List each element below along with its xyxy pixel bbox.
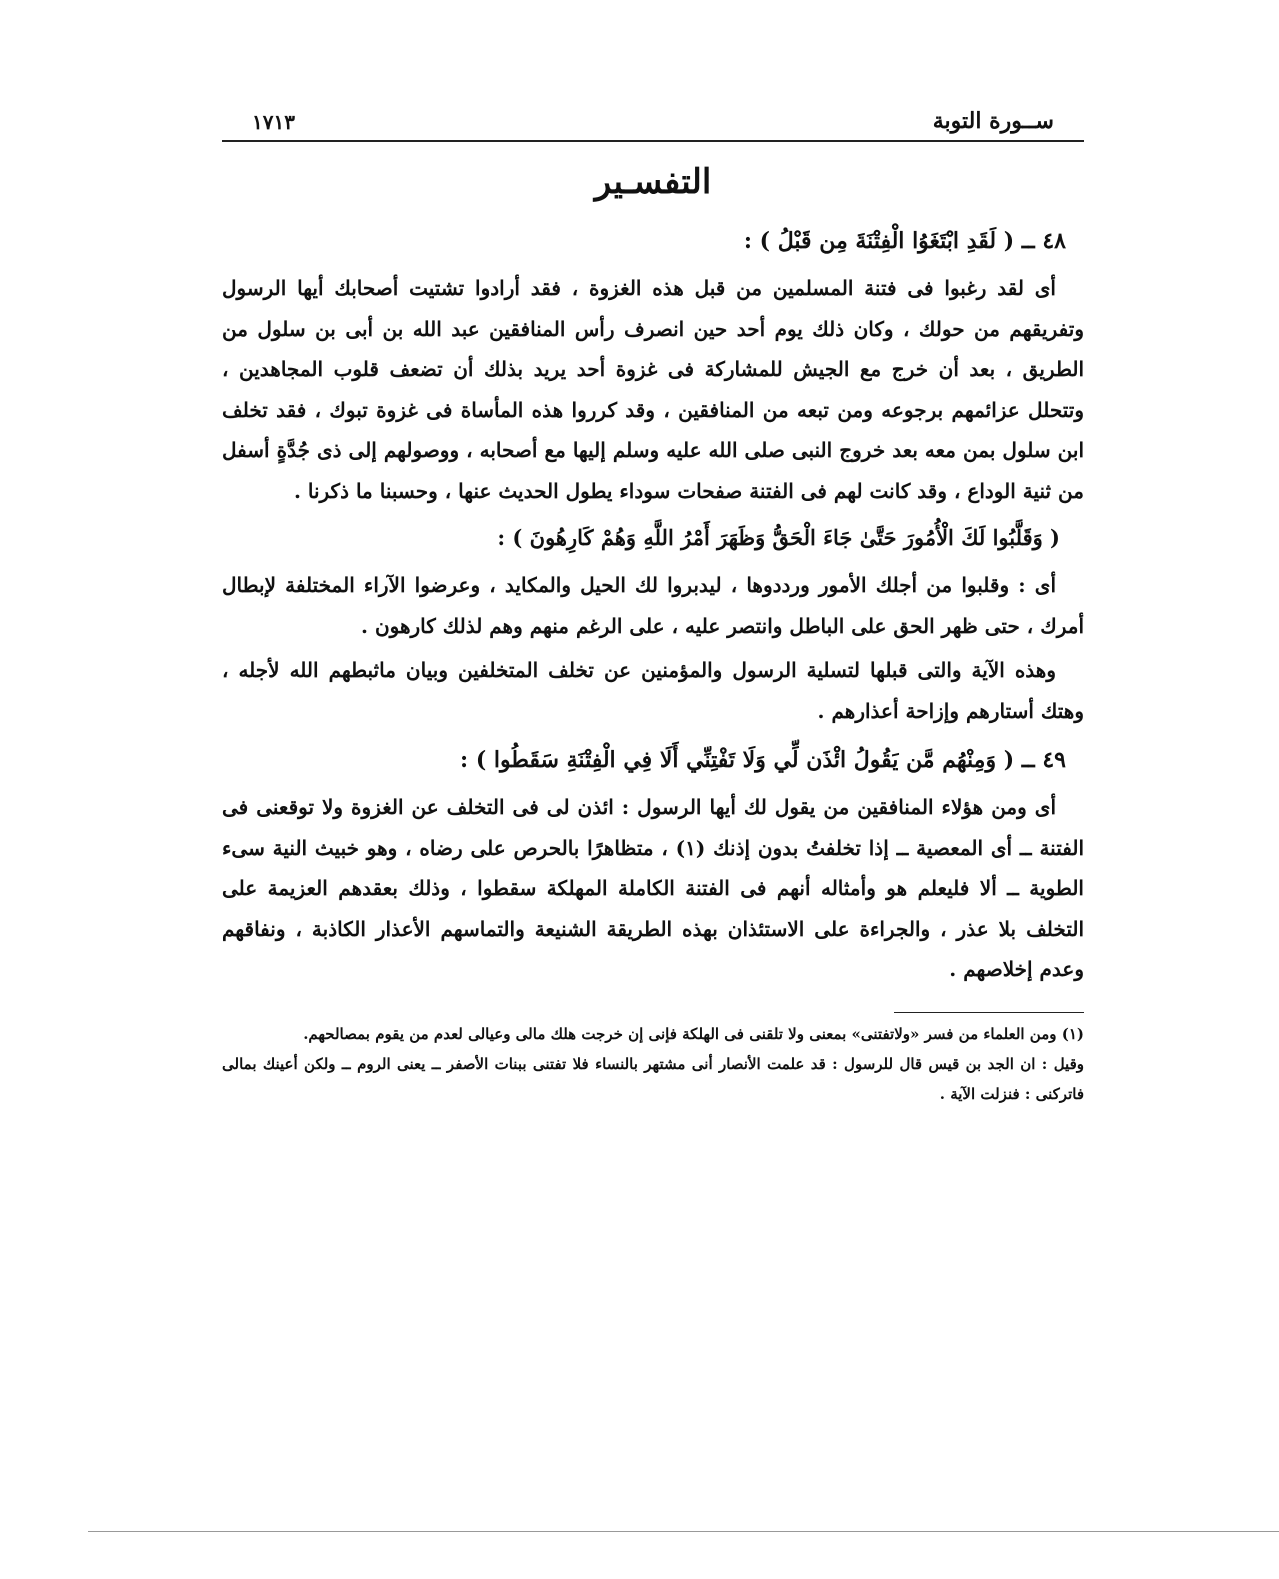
section-title: التفسـير	[594, 162, 712, 202]
verse-heading: ٤٩ ــ ( وَمِنْهُم مَّن يَقُولُ ائْذَن لِّي وَلَا تَفْتِنِّي أَلَا فِي الْفِتْنَةِ سَقَطُوا ) :	[460, 747, 1066, 773]
footnote: وقيل : ان الجد بن قيس قال للرسول : قد علمت الأنصار أنى مشتهر بالنساء فلا تفتنى ببنات الأصفر ــ يعنى الروم ــ ولكن أعينك بمالى فاتركنى : فنزلت الآية .	[222, 1054, 1084, 1103]
paragraph: أى : وقلبوا من أجلك الأمور ورددوها ، ليدبروا لك الحيل والمكايد ، وعرضوا الآراء المختلفة لإبطال أمرك ، حتى ظهر الحق على الباطل وانتصر عليه ، على الرغم منهم وهم لذلك كارهون .	[222, 573, 1084, 638]
surah-name: ســورة التوبة	[932, 108, 1054, 134]
paragraph: أى ومن هؤلاء المنافقين من يقول لك أيها الرسول : ائذن لى فى التخلف عن الغزوة ولا توقعنى فى الفتنة ــ أى المعصية ــ إذا تخلفتُ بدون إذنك (١) ، متظاهرًا بالحرص على رضاه ، وهو خبيث النية سىء الطوية ــ ألا فليعلم هو وأمثاله أنهم فى الفتنة الكاملة المهلكة سقطوا ، وذلك بعقدهم العزيمة على التخلف بلا عذر ، والجراءة على الاستئذان بهذه الطريقة الشنيعة والتماسهم الأعذار الكاذبة ، ونفاقهم وعدم إخلاصهم .	[222, 795, 1085, 981]
paragraph: أى لقد رغبوا فى فتنة المسلمين من قبل هذه الغزوة ، فقد أرادوا تشتيت أصحابك أيها الرسول وتفريقهم من حولك ، وكان ذلك يوم أحد حين انصرف رأس المنافقين عبد الله بن أبى بن سلول من الطريق ، بعد أن خرج مع الجيش للمشاركة فى غزوة أحد يريد بذلك أن تضعف قلوب المجاهدين ، وتتحلل عزائمهم برجوعه ومن تبعه من المنافقين ، وقد كرروا هذه المأساة فى غزوة تبوك ، فقد تخلف ابن سلول بمن معه بعد خروج النبى صلى الله عليه وسلم إليها مع أصحابه ، ووصولهم إلى ذى جُدَّةٍ أسفل من ثنية الوداع ، وقد كانت لهم فى الفتنة صفحات سوداء يطول الحديث عنها ، وحسبنا ما ذكرنا .	[222, 276, 1085, 503]
verse-heading: ٤٨ ــ ( لَقَدِ ابْتَغَوُا الْفِتْنَةَ مِن قَبْلُ ) :	[743, 228, 1066, 254]
verse-quote: ( وَقَلَّبُوا لَكَ الْأُمُورَ حَتَّىٰ جَاءَ الْحَقُّ وَظَهَرَ أَمْرُ اللَّهِ وَهُمْ كَارِهُونَ ) :	[497, 525, 1060, 550]
paragraph: وهذه الآية والتى قبلها لتسلية الرسول والمؤمنين عن تخلف المتخلفين وبيان ماثبطهم الله لأجله ، وهتك أستارهم وإزاحة أعذارهم .	[222, 658, 1084, 723]
page-number: ١٧١٣	[252, 110, 295, 134]
page-header	[222, 96, 1084, 142]
footnotes	[222, 1019, 1084, 1109]
footnote: (١) ومن العلماء من فسر «ولاتفتنى» بمعنى ولا تلقنى فى الهلكة فإنى إن خرجت هلك مالى وعيالى لعدم من يقوم بمصالحهم.	[303, 1024, 1084, 1043]
bottom-divider	[88, 1531, 1279, 1532]
page	[222, 96, 1084, 1109]
footnote-divider	[894, 1012, 1084, 1013]
